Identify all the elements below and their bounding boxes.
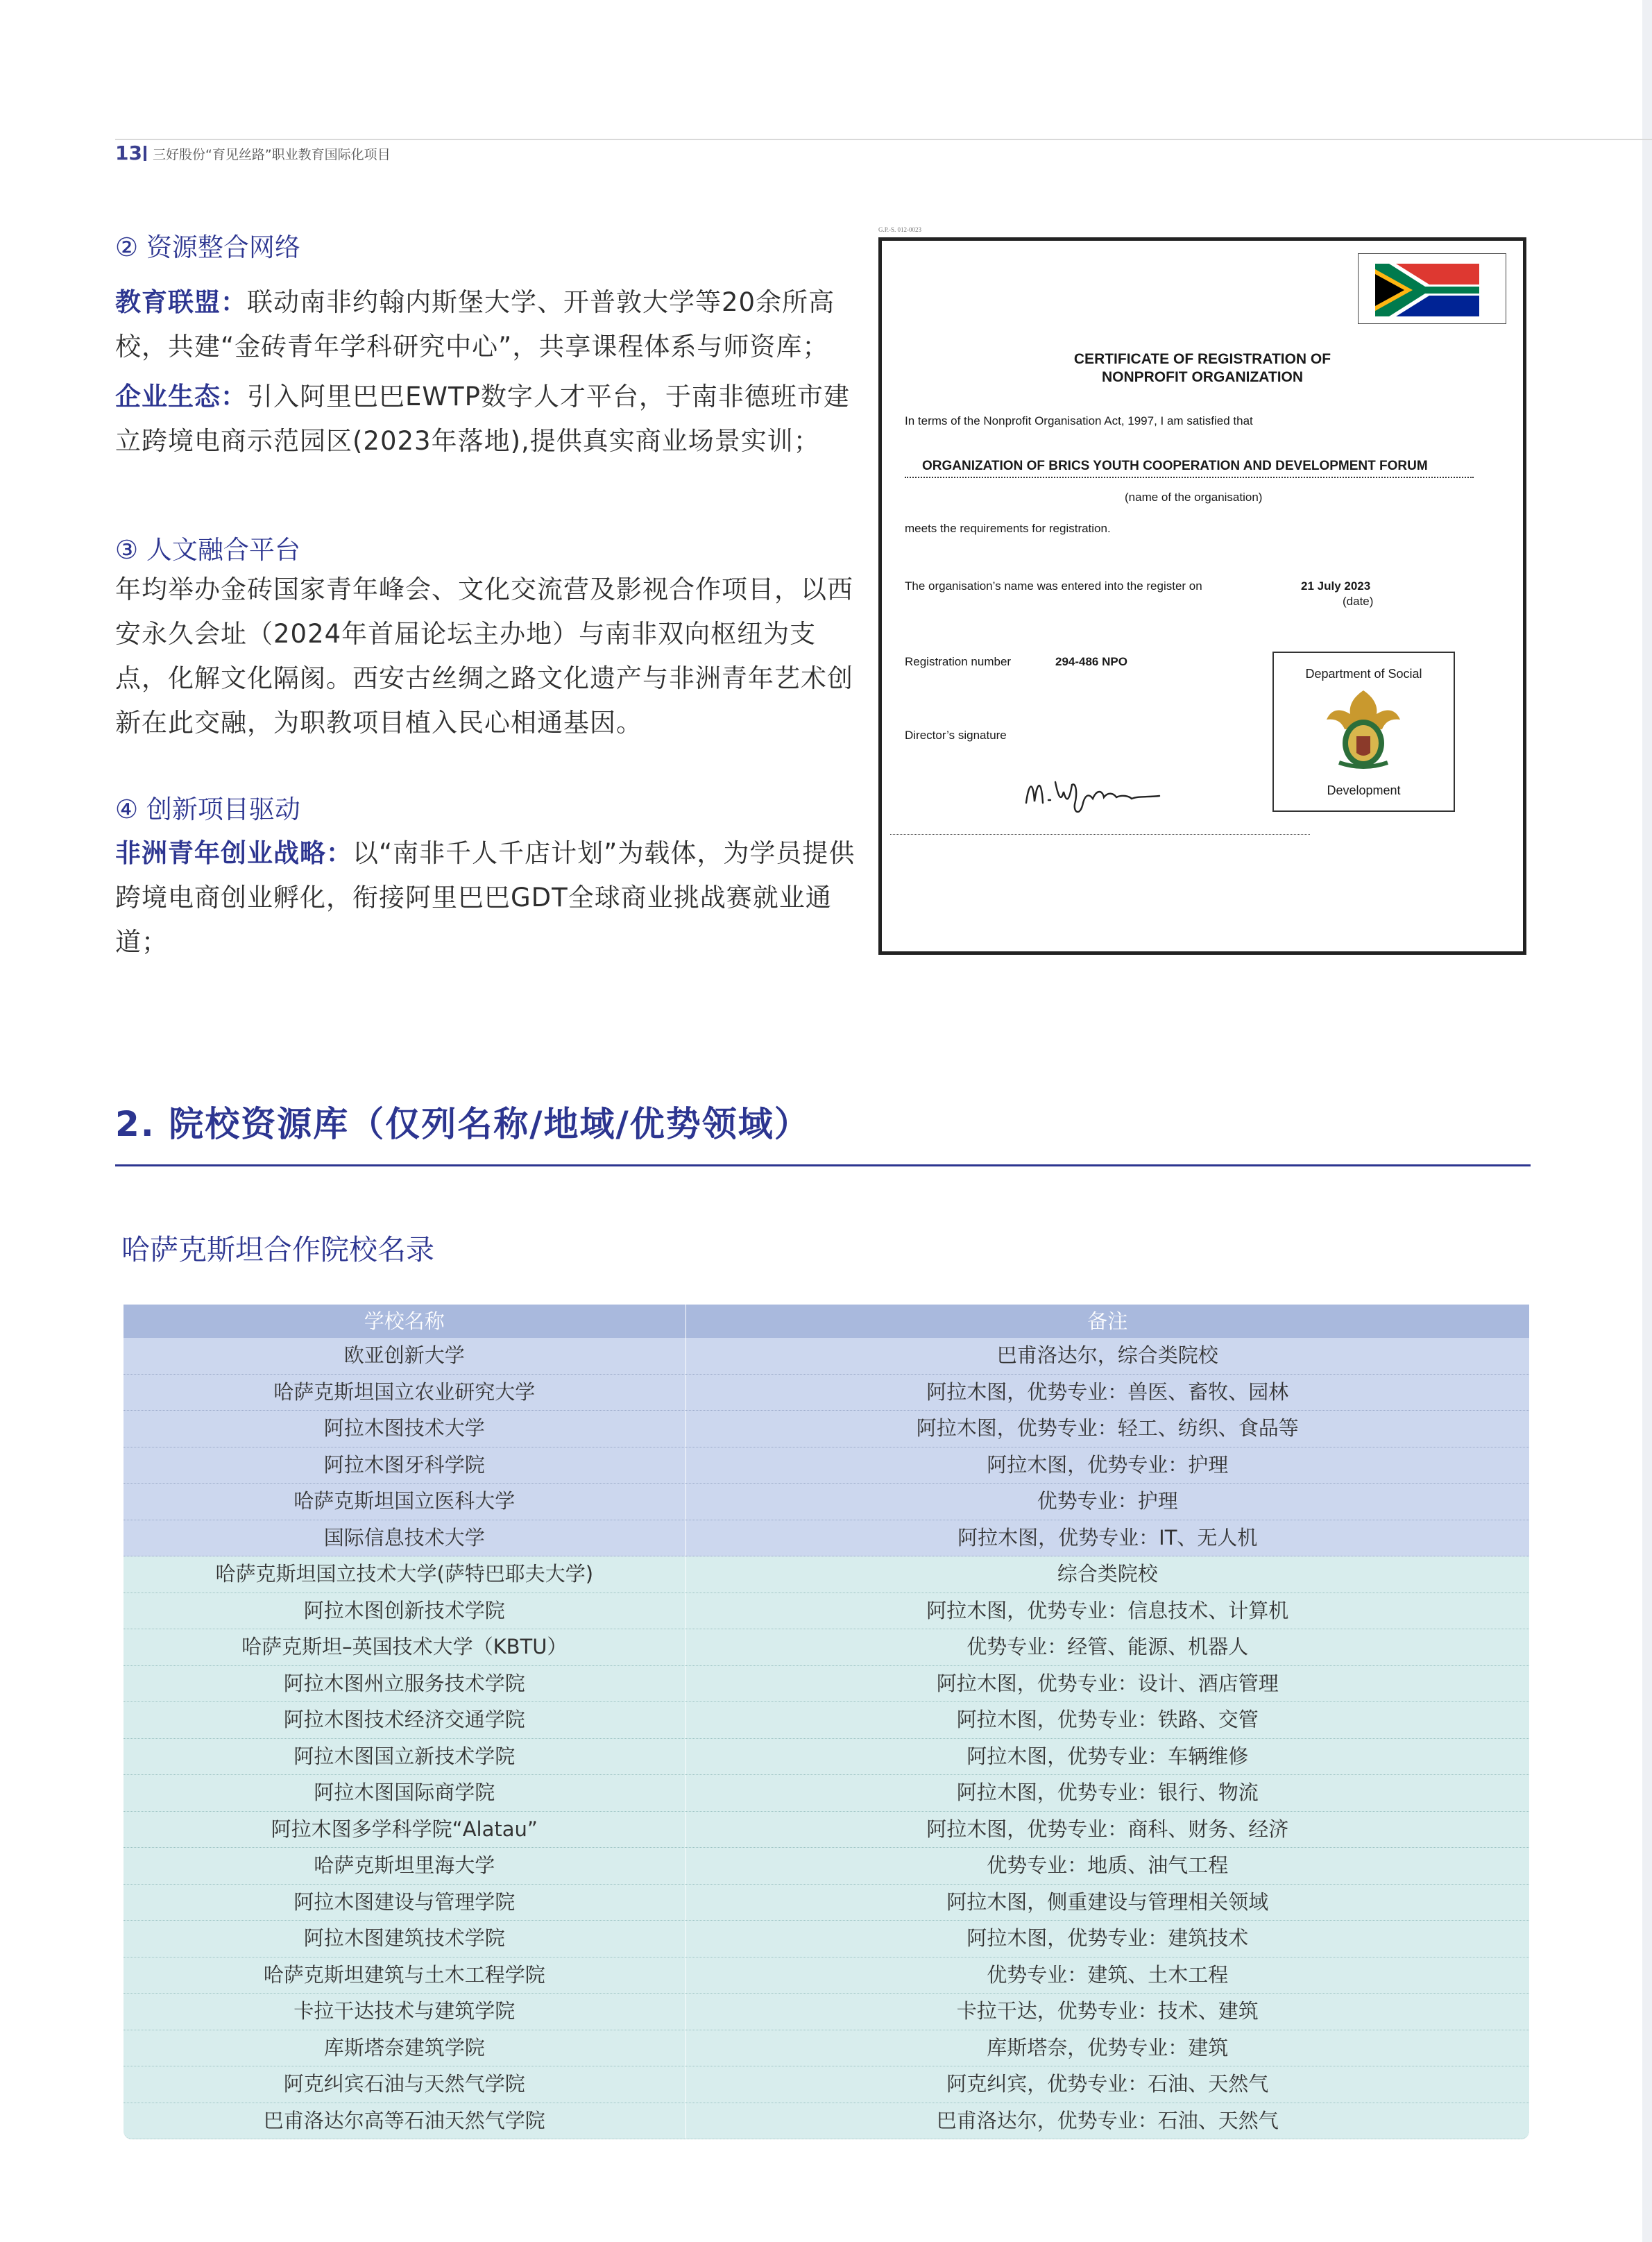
running-title: 三好股份“育见丝路”职业教育国际化项目 — [153, 147, 391, 162]
biz-ecosystem-text: 引入阿里巴巴EWTP数字人才平台，于南非德班市建立跨境电商示范园区(2023年落地),提供真实商业场景实训； — [115, 382, 850, 456]
school-note: 巴甫洛达尔，优势专业：石油、天然气 — [936, 2108, 1279, 2132]
school-name: 哈萨克斯坦–英国技术大学（KBTU） — [124, 1629, 686, 1665]
department-stamp — [1272, 652, 1455, 812]
school-note: 阿拉木图，优势专业：银行、物流 — [956, 1781, 1259, 1804]
school-name: 国际信息技术大学 — [124, 1520, 686, 1556]
directors-signature-label: Director’s signature — [905, 729, 1007, 742]
coat-of-arms-icon — [1318, 686, 1408, 770]
table-row — [124, 1375, 1529, 1411]
table-row — [124, 2030, 1529, 2067]
certificate-title — [882, 350, 1523, 387]
south-africa-flag-icon — [1375, 264, 1479, 316]
school-note: 阿克纠宾，优势专业：石油、天然气 — [946, 2072, 1269, 2096]
date-caption: (date) — [1343, 595, 1374, 608]
school-name: 哈萨克斯坦国立技术大学(萨特巴耶夫大学) — [124, 1556, 686, 1593]
header-rule — [115, 139, 1652, 140]
page-number: 13 — [115, 142, 142, 164]
school-name: 巴甫洛达尔高等石油天然气学院 — [124, 2103, 686, 2139]
table-row — [124, 1739, 1529, 1776]
school-note: 阿拉木图，优势专业：信息技术、计算机 — [926, 1598, 1289, 1622]
school-note: 综合类院校 — [1057, 1562, 1158, 1586]
table-row — [124, 1593, 1529, 1630]
school-name: 阿拉木图技术经济交通学院 — [124, 1702, 686, 1738]
school-name: 阿克纠宾石油与天然气学院 — [124, 2066, 686, 2103]
school-name: 哈萨克斯坦建筑与土木工程学院 — [124, 1957, 686, 1994]
entered-register-text: The organisation’s name was entered into the register on — [905, 579, 1202, 593]
innovation-label: 非洲青年创业战略： — [115, 838, 352, 868]
school-note: 阿拉木图，优势专业：护理 — [987, 1452, 1229, 1477]
school-note: 巴甫洛达尔，综合类院校 — [996, 1343, 1218, 1367]
header-remarks: 备注 — [1087, 1309, 1128, 1333]
school-name: 阿拉木图建设与管理学院 — [124, 1885, 686, 1921]
school-name: 阿拉木图创新技术学院 — [124, 1593, 686, 1629]
meets-requirements: meets the requirements for registration. — [905, 522, 1111, 535]
culture-platform-text: 年均举办金砖国家青年峰会、文化交流营及影视合作项目，以西安永久会址（2024年首届论坛主办地）与南非双向枢纽为支点，化解文化隔阂。西安古丝绸之路文化遗产与非洲青年艺术创新在此交融，为职教项目植入民心相通基因。 — [115, 575, 853, 738]
table-row — [124, 1666, 1529, 1703]
table-row — [124, 1484, 1529, 1520]
certificate-title-line2: NONPROFIT ORGANIZATION — [1101, 369, 1304, 385]
school-note: 卡拉干达，优势专业：技术、建筑 — [956, 1999, 1259, 2023]
flag-frame — [1358, 253, 1506, 324]
school-note: 阿拉木图，优势专业：设计、酒店管理 — [936, 1671, 1279, 1695]
school-note: 阿拉木图，侧重建设与管理相关领域 — [946, 1889, 1269, 1914]
table-row — [124, 1447, 1529, 1484]
school-note: 阿拉木图，优势专业：商科、财务、经济 — [926, 1817, 1289, 1841]
registration-date: 21 July 2023 — [1301, 579, 1371, 593]
school-note: 优势专业：护理 — [1037, 1489, 1178, 1513]
innovation-paragraph — [115, 831, 868, 965]
table-row — [124, 1702, 1529, 1739]
table-row — [124, 1411, 1529, 1447]
school-name: 阿拉木图建筑技术学院 — [124, 1921, 686, 1957]
certificate-ref: G.P.-S. 012-0023 — [878, 226, 922, 233]
innovation-text: 以“南非千人千店计划”为载体，为学员提供跨境电商创业孵化，衔接阿里巴巴GDT全球商业挑战赛就业通道； — [115, 838, 855, 957]
edu-alliance-text: 联动南非约翰内斯堡大学、开普敦大学等20余所高校，共建“金砖青年学科研究中心”，共享课程体系与师资库； — [115, 287, 835, 362]
school-note: 优势专业：经管、能源、机器人 — [966, 1635, 1249, 1658]
school-name: 哈萨克斯坦国立农业研究大学 — [124, 1375, 686, 1411]
table-row — [124, 1957, 1529, 1994]
table-row — [124, 1885, 1529, 1921]
organisation-name: ORGANIZATION OF BRICS YOUTH COOPERATION AND DEVELOPMENT FORUM — [922, 459, 1428, 473]
school-name: 欧亚创新大学 — [124, 1338, 686, 1374]
table-row — [124, 1921, 1529, 1957]
school-name: 阿拉木图技术大学 — [124, 1411, 686, 1447]
table-header — [124, 1305, 1529, 1338]
stamp-top-text: Department of Social — [1305, 667, 1422, 681]
table-row — [124, 1994, 1529, 2030]
header-separator — [144, 146, 146, 161]
school-name: 阿拉木图州立服务技术学院 — [124, 1666, 686, 1702]
school-note: 优势专业：地质、油气工程 — [987, 1853, 1229, 1877]
school-name: 卡拉干达技术与建筑学院 — [124, 1994, 686, 2030]
table-row — [124, 2066, 1529, 2103]
table-row — [124, 1629, 1529, 1666]
table-row — [124, 1556, 1529, 1593]
school-name: 阿拉木图国际商学院 — [124, 1775, 686, 1811]
signature-dotted-line — [890, 834, 1310, 835]
table-row — [124, 1775, 1529, 1812]
school-name: 阿拉木图国立新技术学院 — [124, 1739, 686, 1775]
school-name: 阿拉木图牙科学院 — [124, 1447, 686, 1484]
innovation-heading: ④ 创新项目驱动 — [115, 795, 300, 824]
table-row — [124, 1848, 1529, 1885]
culture-platform-heading: ③ 人文融合平台 — [115, 535, 300, 565]
registration-number: 294-486 NPO — [1055, 655, 1127, 668]
school-note: 阿拉木图，优势专业：IT、无人机 — [957, 1525, 1258, 1549]
section2-heading: 2. 院校资源库（仅列名称/地域/优势领域） — [115, 1104, 810, 1144]
school-note: 阿拉木图，优势专业：铁路、交管 — [956, 1708, 1259, 1731]
school-note: 阿拉木图，优势专业：轻工、纺织、食品等 — [916, 1416, 1299, 1440]
biz-ecosystem-label: 企业生态： — [115, 382, 247, 411]
table-row — [124, 1520, 1529, 1557]
table-row — [124, 2103, 1529, 2140]
biz-ecosystem-paragraph — [115, 375, 868, 464]
section2-rule — [115, 1164, 1531, 1166]
school-name: 哈萨克斯坦国立医科大学 — [124, 1484, 686, 1520]
school-note: 阿拉木图，优势专业：兽医、畜牧、园林 — [926, 1379, 1289, 1404]
edu-alliance-paragraph — [115, 280, 868, 369]
directors-signature — [1021, 761, 1187, 824]
table-row — [124, 1812, 1529, 1849]
school-note: 优势专业：建筑、土木工程 — [987, 1962, 1229, 1987]
edu-alliance-label: 教育联盟： — [115, 287, 247, 317]
school-note: 阿拉木图，优势专业：车辆维修 — [966, 1744, 1249, 1768]
stamp-bottom-text: Development — [1327, 783, 1401, 797]
school-name: 阿拉木图多学科学院“Alatau” — [124, 1812, 686, 1848]
org-name-dotted-line — [905, 477, 1474, 478]
school-note: 库斯塔奈，优势专业：建筑 — [987, 2035, 1229, 2060]
org-name-caption: (name of the organisation) — [1125, 491, 1263, 504]
registration-certificate — [878, 237, 1526, 955]
kazakhstan-list-heading: 哈萨克斯坦合作院校名录 — [121, 1233, 434, 1266]
institution-table — [124, 1305, 1529, 2139]
table-row — [124, 1338, 1529, 1375]
school-name: 哈萨克斯坦里海大学 — [124, 1848, 686, 1884]
certificate-intro: In terms of the Nonprofit Organisation Act, 1997, I am satisfied that — [905, 414, 1253, 427]
school-name: 库斯塔奈建筑学院 — [124, 2030, 686, 2066]
school-note: 阿拉木图，优势专业：建筑技术 — [966, 1926, 1249, 1950]
page-edge-strip — [1642, 0, 1652, 2242]
registration-number-label: Registration number — [905, 655, 1012, 668]
header-school-name: 学校名称 — [124, 1305, 686, 1338]
resource-network-heading: ② 资源整合网络 — [115, 232, 300, 262]
certificate-title-line1: CERTIFICATE OF REGISTRATION OF — [1073, 351, 1331, 367]
